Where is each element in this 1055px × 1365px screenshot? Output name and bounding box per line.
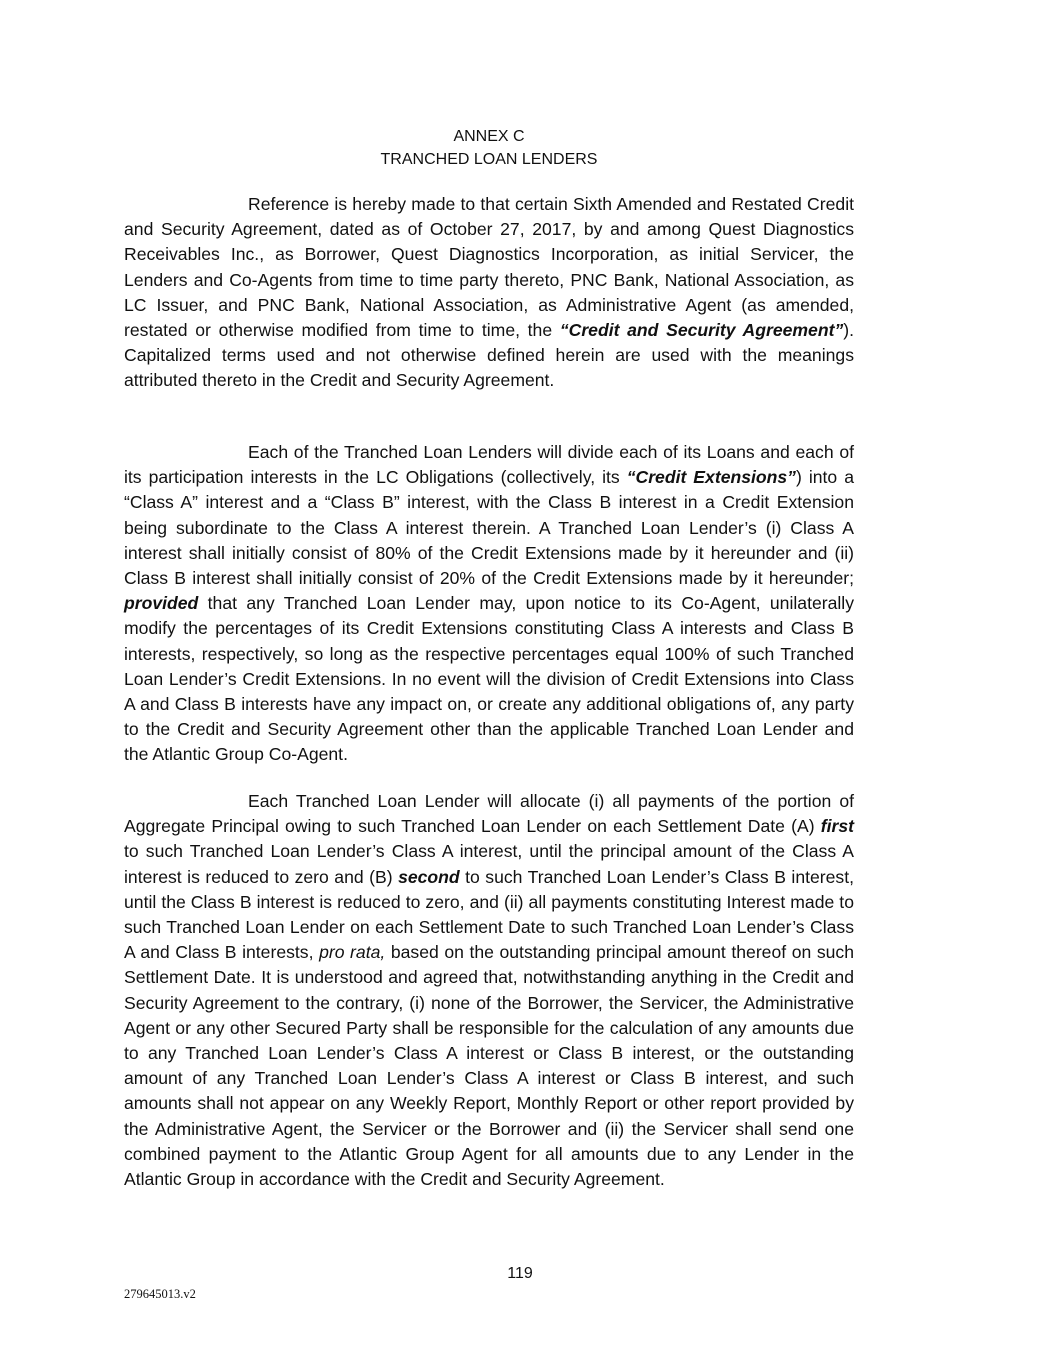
defined-term-credit-and-security-agreement: “Credit and Security Agreement” xyxy=(559,320,844,341)
paragraph-text: ). Capitalized terms used and not otherwise defined herein are used with the meanings attributed thereto in the Credit and Security Agreement. xyxy=(124,320,854,391)
paragraph-text: Each of the Tranched Loan Lenders will divide each of its Loans and each of its participation interests in the LC Obligations (collectively, its xyxy=(124,442,854,488)
paragraph-text: to such Tranched Loan Lender’s Class A interest, until the principal amount of the Class A interest is reduced to zero and (B) xyxy=(124,841,854,887)
paragraph-text: to such Tranched Loan Lender’s Class B interest, until the Class B interest is reduced to zero, and (ii) all payments constituting Interest made to such Tranched Loan Lender on each Settlement Date to such Tranched Loan Lender’s Class A and Class B interests, xyxy=(124,866,854,963)
paragraph-text: Reference is hereby made to that certain Sixth Amended and Restated Credit and Security Agreement, dated as of October 27, 2017, by and among Quest Diagnostics Receivables Inc., as Borrower, Quest Diagnostics Incorporation, as initial Servicer, the Lenders and Co-Agents from time to time party thereto, PNC Bank, National Association, as LC Issuer, and PNC Bank, National Association, as Administrative Agent (as amended, restated or otherwise modified from time to time, the xyxy=(124,194,854,341)
emphasis-provided: provided xyxy=(124,593,199,614)
paragraph-text: based on the outstanding principal amount thereof on such Settlement Date. It is understood and agreed that, notwithstanding anything in the Credit and Security Agreement to the contrary, (i) none of the Borrower, the Servicer, the Administrative Agent or any other Secured Party shall be responsible for the calculation of any amounts due to any Tranched Loan Lender’s Class A interest or Class B interest, or the outstanding amount of any Tranched Loan Lender’s Class A interest or Class B interest, and such amounts shall not appear on any Weekly Report, Monthly Report or other report provided by the Administrative Agent, the Servicer or the Borrower and (ii) the Servicer shall send one combined payment to the Atlantic Group Agent for all amounts due to any Lender in the Atlantic Group in accordance with the Credit and Security Agreement. xyxy=(124,942,854,1190)
annex-title: TRANCHED LOAN LENDERS xyxy=(380,151,598,168)
emphasis-first: first xyxy=(820,816,854,837)
paragraph-text: that any Tranched Loan Lender may, upon notice to its Co-Agent, unilaterally modify the percentages of its Credit Extensions constituting Class A interests and Class B interests, respectively, so long as the respective percentages equal 100% of such Tranched Loan Lender’s Credit Extensions. In no event will the division of Credit Extensions into Class A and Class B interests have any impact on, or create any additional obligations of, any party to the Credit and Security Agreement other than the applicable Tranched Loan Lender and the Atlantic Group Co-Agent. xyxy=(124,593,854,765)
emphasis-second: second xyxy=(398,866,460,887)
paragraph-text: ) into a “Class A” interest and a “Class B” interest, with the Class B interest in a Credit Extension being subordinate to the Class A interest therein. A Tranched Loan Lender’s (i) Class A interest shall initially consist of 80% of the Credit Extensions made by it hereunder and (ii) Class B interest shall initially consist of 20% of the Credit Extensions made by it hereunder; xyxy=(124,467,854,589)
emphasis-pro-rata: pro rata, xyxy=(319,942,386,963)
paragraph-allocation xyxy=(124,789,854,1192)
paragraph-credit-extensions xyxy=(124,440,854,768)
page-number: 119 xyxy=(507,1265,533,1282)
annex-label: ANNEX C xyxy=(453,128,525,145)
paragraph-text: Each Tranched Loan Lender will allocate (i) all payments of the portion of Aggregate Principal owing to such Tranched Loan Lender on each Settlement Date (A) xyxy=(124,791,854,837)
paragraph-reference xyxy=(124,192,854,394)
document-id: 279645013.v2 xyxy=(124,1287,196,1301)
defined-term-credit-extensions: “Credit Extensions” xyxy=(626,467,796,488)
